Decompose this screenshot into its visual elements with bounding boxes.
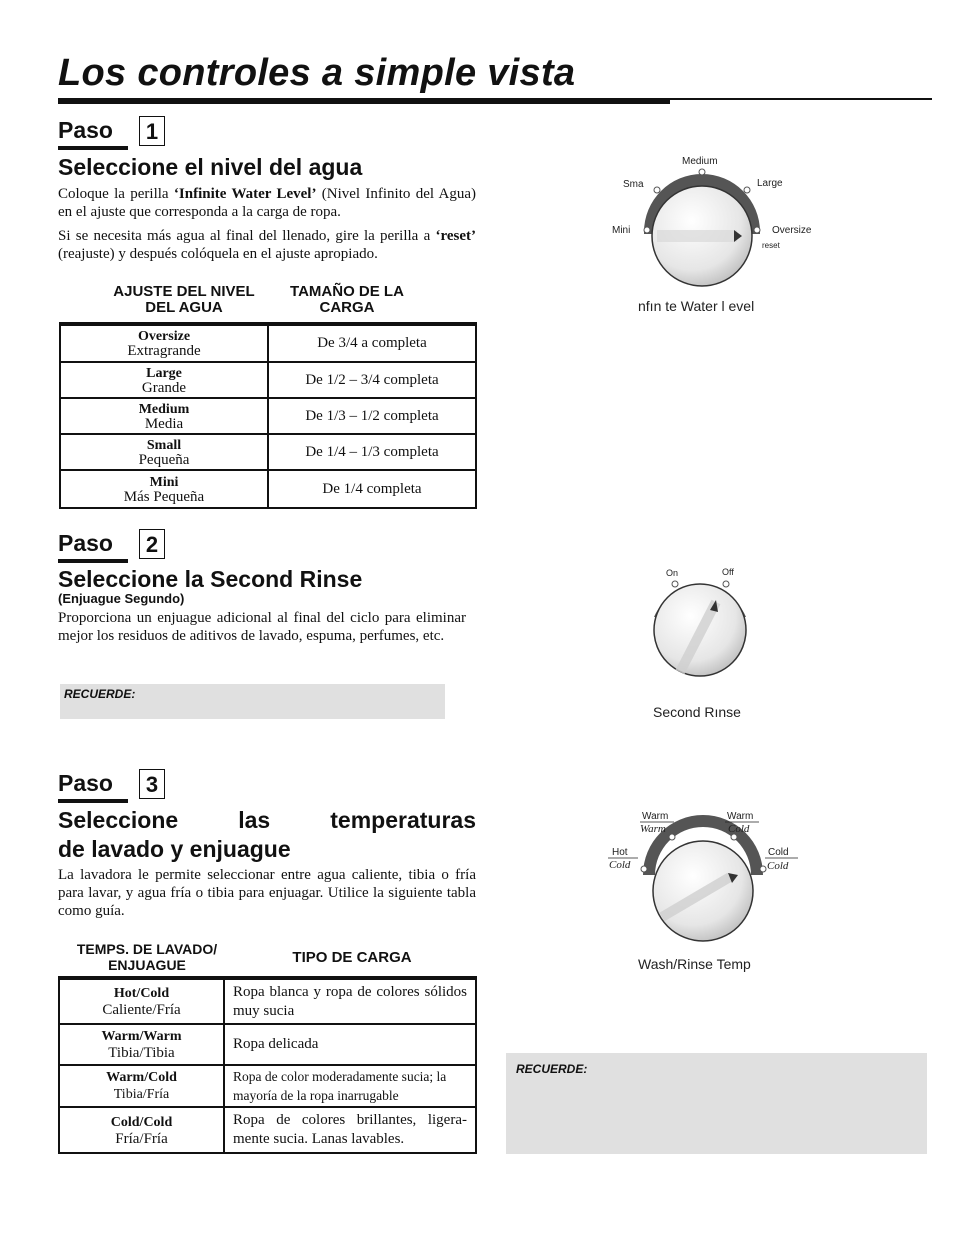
dial-label-ww-rinse: Warm	[640, 823, 666, 835]
size-cell: De 1/4 – 1/3 completa	[268, 434, 476, 470]
dial-label-hc-wash: Hot	[612, 847, 628, 858]
setting-en: Mini	[149, 474, 179, 490]
step1-col-header-setting: AJUSTE DEL NIVEL DEL AGUA	[113, 283, 255, 316]
setting-cell	[60, 324, 268, 362]
step1-p2-bold: ‘reset’	[435, 228, 476, 244]
setting-en: Medium	[138, 401, 190, 417]
type-cell: Ropa blanca y ropa de colores sólidos muy sucia	[224, 978, 476, 1024]
size-cell: De 3/4 a completa	[268, 324, 476, 362]
setting-en: Large	[146, 365, 182, 381]
dial-label-cc-rinse: Cold	[767, 860, 789, 872]
dial-label-hc-rinse: Cold	[609, 859, 631, 871]
dial-label-cc-wash: Cold	[768, 847, 789, 858]
temp-es: Tibia/Fría	[113, 1087, 170, 1102]
step1-paso-label: Paso	[58, 117, 113, 143]
size-cell: De 1/4 completa	[268, 470, 476, 508]
step1-paragraph-2	[58, 227, 476, 263]
title-rule	[58, 98, 670, 104]
dial-label-wc-wash: Warm	[727, 811, 754, 822]
setting-es: Extragrande	[127, 343, 201, 359]
step2-subheading: (Enjuague Segundo)	[58, 591, 185, 606]
step2-recuerde-box	[60, 684, 445, 719]
dial-label-mini: Mini	[612, 225, 631, 236]
table-row	[59, 1024, 476, 1065]
table-row	[60, 398, 476, 434]
step1-p2-text: Si se necesita más agua al final del llenado, gire la perilla a	[58, 228, 436, 244]
step2-number: 2	[139, 529, 165, 559]
type-cell: Ropa delicada	[224, 1024, 476, 1065]
step3-paso-label: Paso	[58, 770, 113, 796]
step2-recuerde-label: RECUERDE:	[64, 687, 136, 701]
step2-heading: Seleccione la Second Rinse	[58, 566, 363, 592]
step1-p1-text-end: (Nivel Infinito del Agua) en el ajuste que corresponda a la carga de ropa.	[58, 186, 476, 220]
step1-paragraph-1	[58, 185, 476, 221]
setting-cell	[60, 398, 268, 434]
step2-paragraph: Proporciona un enjuague adicional al final del ciclo para eliminar mejor los residuos de aditivos de lavado, espuma, perfumes, etc.	[58, 610, 466, 644]
step3-col-header-temp: TEMPS. DE LAVADO/ ENJUAGUE	[76, 941, 218, 973]
wash-rinse-temp-dial-caption: Wash/Rinse Temp	[638, 956, 751, 972]
table-row	[60, 324, 476, 362]
step1-p1-text: Coloque la perilla	[58, 186, 174, 202]
step3-paragraph: La lavadora le permite seleccionar entre agua caliente, tibia o fría para lavar, y agua fría o tibia para enjuagar. Utilice la siguiente tabla como guía.	[58, 867, 476, 919]
dial-label-ww-wash: Warm	[642, 811, 669, 822]
table-row	[60, 470, 476, 508]
second-rinse-dial[interactable]	[630, 562, 770, 697]
table-row	[59, 1107, 476, 1153]
water-level-dial-caption: nfın te Water l evel	[638, 298, 755, 314]
dial-label-medium: Medium	[682, 156, 718, 167]
setting-en: Oversize	[137, 329, 191, 344]
step3-number: 3	[139, 769, 165, 799]
page-title: Los controles a simple vista	[58, 52, 576, 94]
setting-cell	[60, 362, 268, 398]
temp-cell	[59, 1024, 224, 1065]
table-row	[60, 434, 476, 470]
setting-cell	[60, 470, 268, 508]
step3-recuerde-label: RECUERDE:	[516, 1062, 588, 1076]
table-row	[59, 1065, 476, 1107]
step1-number: 1	[139, 116, 165, 146]
temp-cell	[59, 1065, 224, 1107]
size-cell: De 1/2 – 3/4 completa	[268, 362, 476, 398]
temp-es: Caliente/Fría	[102, 1002, 181, 1018]
title-rule-thin	[670, 98, 932, 100]
step3-col-header-type: TIPO DE CARGA	[292, 949, 412, 966]
step1-heading: Seleccione el nivel del agua	[58, 154, 363, 180]
dial-label-oversize: Oversize	[772, 225, 812, 236]
setting-en: Small	[146, 437, 182, 453]
temp-en: Warm/Cold	[106, 1070, 177, 1085]
type-cell: Ropa de color moderadamente sucia; la mayoría de la ropa inarrugable	[224, 1065, 476, 1107]
setting-es: Grande	[141, 379, 187, 396]
step3-heading-line-1: Seleccione las temperaturas	[58, 807, 476, 833]
step2-paso-label: Paso	[58, 530, 113, 556]
temp-es: Tibia/Tibia	[108, 1045, 175, 1061]
dial-label-small: Sma	[623, 179, 644, 190]
type-cell: Ropa de colores brillantes, ligera-mente sucia. Lanas lavables.	[224, 1107, 476, 1153]
setting-es: Media	[144, 415, 184, 432]
second-rinse-dial-caption: Second Rınse	[653, 704, 741, 720]
water-level-table	[59, 322, 477, 509]
step3-paso-underline	[58, 799, 128, 803]
step1-paso-underline	[58, 146, 128, 150]
dial-label-wc-rinse: Cold	[728, 823, 750, 835]
temp-en: Cold/Cold	[110, 1114, 173, 1130]
setting-es: Pequeña	[138, 451, 190, 468]
step3-heading-line-2: de lavado y enjuague	[58, 836, 291, 862]
dial-label-on: On	[666, 568, 679, 578]
dial-label-reset: reset	[762, 241, 780, 250]
step1-p2-text-end: (reajuste) y después colóquela en el ajuste apropiado.	[58, 246, 378, 262]
step3-recuerde-box	[506, 1053, 927, 1154]
temp-cell	[59, 978, 224, 1024]
temp-cell	[59, 1107, 224, 1153]
temp-en: Hot/Cold	[113, 986, 170, 1001]
table-row	[60, 362, 476, 398]
temp-es: Fría/Fría	[115, 1130, 168, 1147]
water-level-dial[interactable]	[600, 150, 830, 320]
step2-paso-underline	[58, 559, 128, 563]
setting-cell	[60, 434, 268, 470]
step1-p1-bold: ‘Infinite Water Level’	[173, 186, 317, 202]
dial-label-large: Large	[757, 178, 783, 189]
step1-col-header-size: TAMAÑO DE LA CARGA	[290, 283, 404, 316]
size-cell: De 1/3 – 1/2 completa	[268, 398, 476, 434]
dial-label-off: Off	[722, 567, 734, 577]
temp-en: Warm/Warm	[101, 1029, 182, 1044]
table-row	[59, 978, 476, 1024]
wash-temp-table	[58, 976, 477, 1154]
setting-es: Más Pequeña	[123, 488, 205, 505]
wash-rinse-temp-dial[interactable]	[600, 805, 810, 955]
